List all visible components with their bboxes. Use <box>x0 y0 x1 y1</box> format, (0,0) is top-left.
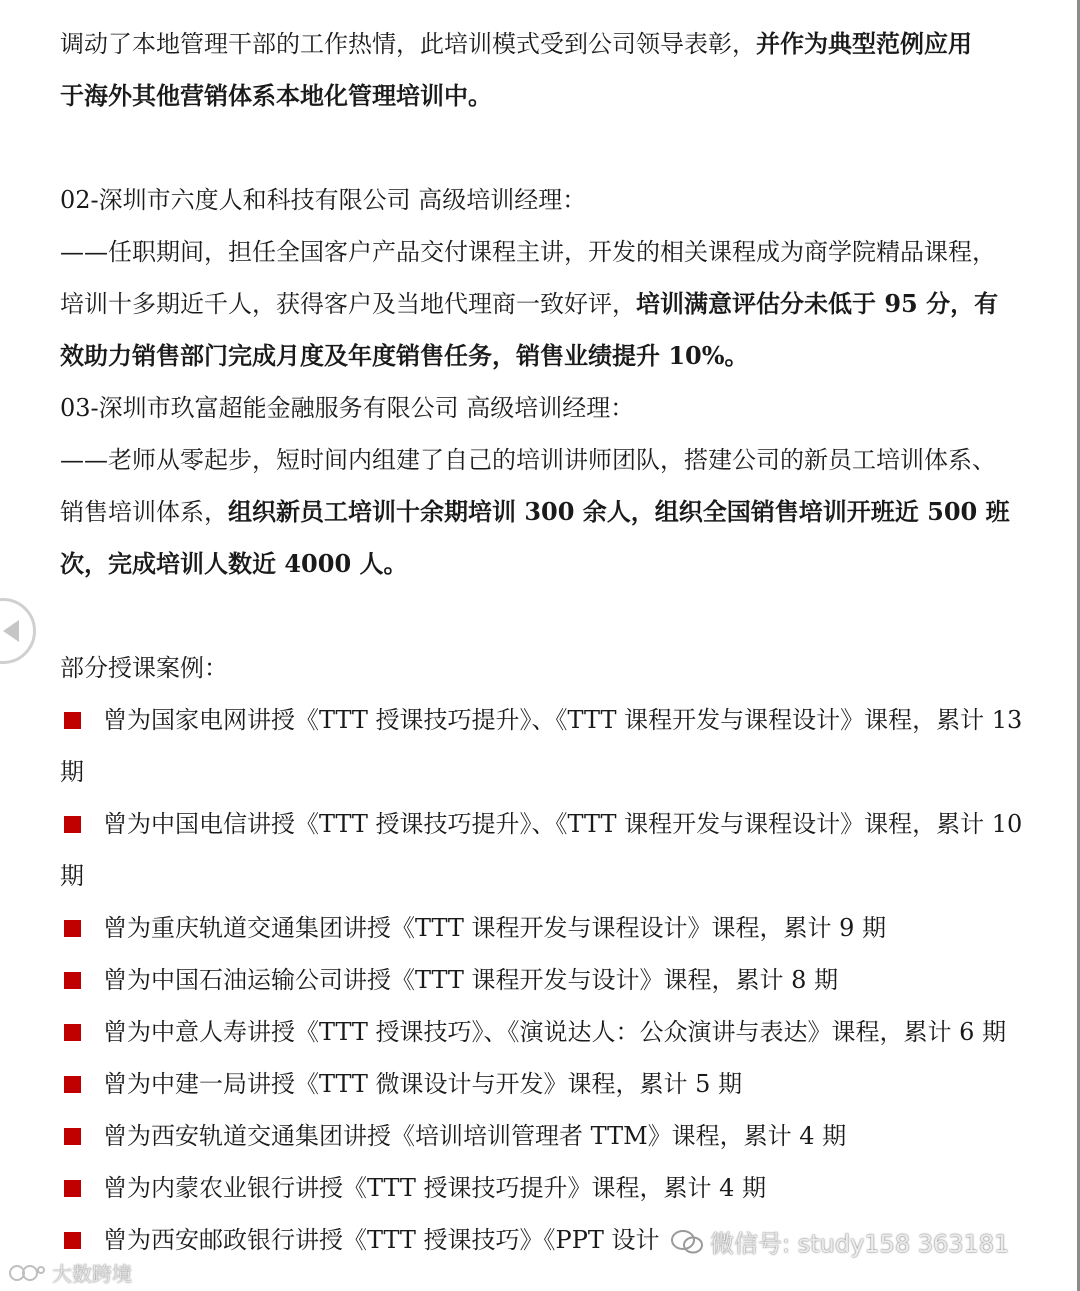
paragraph-bold-text: 并作为典型范例应用 <box>756 29 972 58</box>
paragraph-text: 销售培训体系， <box>60 498 228 526</box>
section-title-text: 02-深圳市六度人和科技有限公司 高级培训经理： <box>60 186 587 214</box>
case-item <box>60 1162 1050 1214</box>
paragraph-line <box>60 226 1050 278</box>
paragraph-text: ——任职期间，担任全国客户产品交付课程主讲，开发的相关课程成为商学院精品课程， <box>60 238 996 266</box>
bullet-square-icon <box>64 920 81 937</box>
case-item-text: 曾为内蒙农业银行讲授《TTT 授课技巧提升》课程，累计 4 期 <box>103 1174 767 1202</box>
section-title <box>60 382 1050 434</box>
paragraph-line <box>60 330 1050 382</box>
bullet-square-icon <box>64 972 81 989</box>
case-item-text: 曾为中意人寿讲授《TTT 授课技巧》、《演说达人：公众演讲与表达》课程，累计 6 期 <box>103 1018 1007 1046</box>
spacer <box>60 122 1050 174</box>
wechat-icon <box>670 1229 704 1255</box>
watermark-left-text: 大数跨境 <box>52 1262 132 1286</box>
bullet-square-icon <box>64 1076 81 1093</box>
case-item-text: 曾为中国石油运输公司讲授《TTT 课程开发与设计》课程，累计 8 期 <box>103 966 839 994</box>
case-item-text: 曾为国家电网讲授《TTT 授课技巧提升》、《TTT 课程开发与课程设计》课程，累计 13 <box>103 706 1023 734</box>
bullet-square-icon <box>64 816 81 833</box>
case-item <box>60 1058 1050 1110</box>
bullet-square-icon <box>64 1024 81 1041</box>
bullet-square-icon <box>64 712 81 729</box>
section-title <box>60 174 1050 226</box>
paragraph-bold-text: 效助力销售部门完成月度及年度销售任务，销售业绩提升 10%。 <box>60 341 749 370</box>
case-item-text: 曾为西安邮政银行讲授《TTT 授课技巧》《PPT 设计 <box>103 1226 660 1254</box>
spacer <box>60 590 1050 642</box>
document-body <box>60 18 1050 1266</box>
logo-mark <box>8 1262 48 1284</box>
case-item-continuation: 期 <box>60 758 84 786</box>
case-item-text: 曾为重庆轨道交通集团讲授《TTT 课程开发与课程设计》课程，累计 9 期 <box>103 914 887 942</box>
paragraph-line <box>60 434 1050 486</box>
paragraph-bold-text: 培训满意评估分未低于 95 分，有 <box>636 289 999 318</box>
case-list <box>60 694 1050 1266</box>
case-item <box>60 954 1050 1006</box>
paragraph-text: 调动了本地管理干部的工作热情，此培训模式受到公司领导表彰， <box>60 30 756 58</box>
section-title-text: 03-深圳市玖富超能金融服务有限公司 高级培训经理： <box>60 394 635 422</box>
paragraph-line <box>60 278 1050 330</box>
case-item <box>60 1110 1050 1162</box>
paragraph-bold-text: 于海外其他营销体系本地化管理培训中。 <box>60 81 492 110</box>
paragraph-bold-text: 组织新员工培训十余期培训 300 余人，组织全国销售培训开班近 500 班 <box>228 497 1010 526</box>
case-item-text: 曾为西安轨道交通集团讲授《培训培训管理者 TTM》课程，累计 4 期 <box>103 1122 847 1150</box>
case-item-continuation: 期 <box>60 862 84 890</box>
case-item <box>60 1006 1050 1058</box>
cases-heading-text: 部分授课案例： <box>60 654 228 682</box>
chevron-left-icon <box>3 620 19 642</box>
case-item-text: 曾为中建一局讲授《TTT 微课设计与开发》课程，累计 5 期 <box>103 1070 743 1098</box>
paragraph-bold-text: 次，完成培训人数近 4000 人。 <box>60 549 408 578</box>
watermark-right-text: 微信号: study158 363181 <box>710 1230 1010 1258</box>
paragraph-text: 培训十多期近千人，获得客户及当地代理商一致好评， <box>60 290 636 318</box>
bullet-square-icon <box>64 1232 81 1249</box>
paragraph-text: ——老师从零起步，短时间内组建了自己的培训讲师团队，搭建公司的新员工培训体系、 <box>60 446 996 474</box>
previous-page-button[interactable] <box>0 598 36 664</box>
paragraph-line <box>60 18 1050 70</box>
paragraph-line <box>60 538 1050 590</box>
case-item <box>60 902 1050 954</box>
watermark-left <box>8 1258 132 1287</box>
case-item-text: 曾为中国电信讲授《TTT 授课技巧提升》、《TTT 课程开发与课程设计》课程，累计 10 <box>103 810 1023 838</box>
case-item <box>60 694 1050 746</box>
bullet-square-icon <box>64 1128 81 1145</box>
watermark-right <box>670 1224 1009 1259</box>
cases-heading <box>60 642 1050 694</box>
paragraph-line <box>60 70 1050 122</box>
case-item <box>60 798 1050 850</box>
paragraph-line <box>60 486 1050 538</box>
bullet-square-icon <box>64 1180 81 1197</box>
